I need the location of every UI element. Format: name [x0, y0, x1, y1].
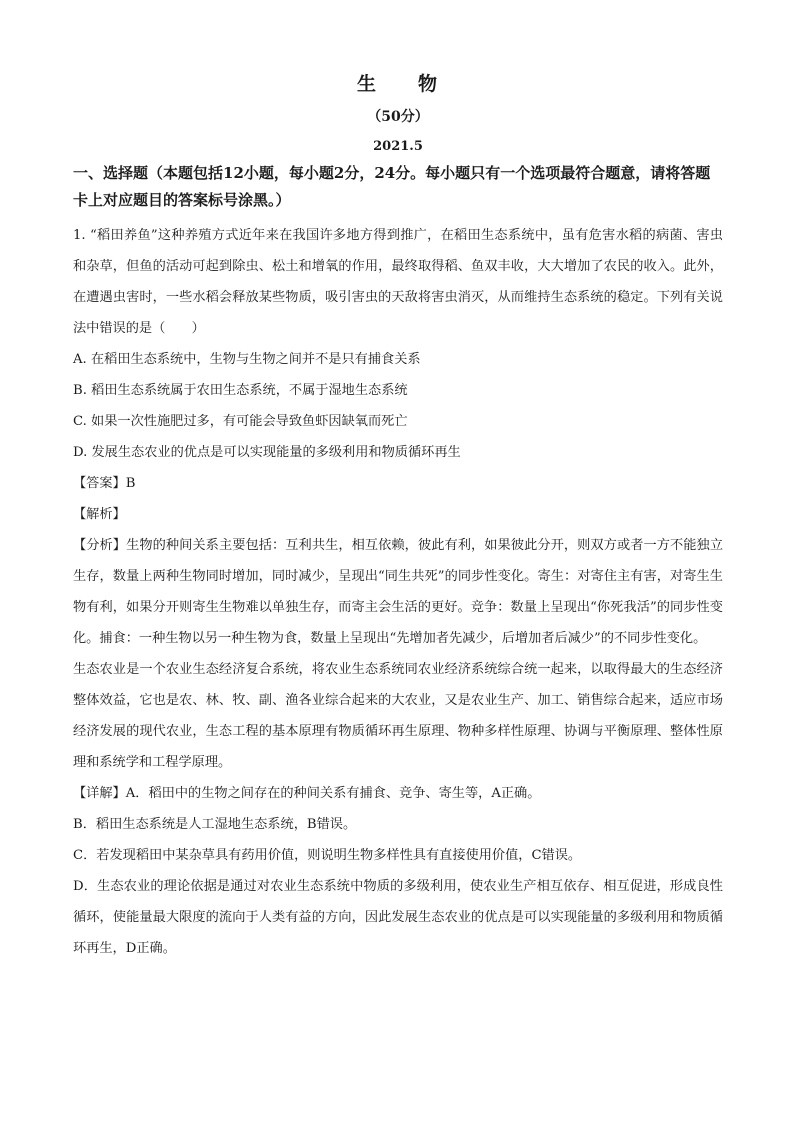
- page-title: [73, 68, 723, 100]
- analysis-paragraph-2: 生态农业是一个农业生态经济复合系统，将农业生态系统同农业经济系统综合统一起来，以取得最大的生态经济整体效益，它也是农、林、牧、副、渔各业综合起来的大农业，又是农业生产、加工、销售综合起来，适应市场经济发展的现代农业，生态工程的基本原理有物质循环再生原理、物种多样性原理、协调与平衡原理、整体性原理和系统学和工程学原理。: [73, 662, 723, 770]
- fenxi-label: 【分析】: [73, 538, 127, 553]
- option-d: D. 发展生态农业的优点是可以实现能量的多级利用和物质循环再生: [73, 445, 461, 460]
- exam-date: 2021.5: [373, 139, 423, 154]
- analysis-paragraph-1: [73, 530, 723, 654]
- detail-b: B．稻田生态系统是人工湿地生态系统，B错误。: [73, 817, 357, 832]
- fenxi-text: 生物的种间关系主要包括：互利共生，相互依赖，彼此有利，如果彼此分开，则双方或者一方不能独立生存，数量上两种生物同时增加，同时减少，呈现出“同生共死”的同步性变化。寄生：对寄住主有害，对寄生生物有利，如果分开则寄生生物难以单独生存，而寄主会生活的更好。竞争：数量上呈现出“你死我活”的同步性变化。捕食：一种生物以另一种生物为食，数量上呈现出“先增加者先减少，后增加者后减少”的不同步性变化。: [73, 538, 724, 646]
- option-b: B. 稻田生态系统属于农田生态系统，不属于湿地生态系统: [73, 383, 408, 398]
- option-a: A. 在稻田生态系统中，生物与生物之间并不是只有捕食关系: [73, 352, 421, 367]
- title-char-right: 物: [418, 73, 440, 95]
- section-heading: 一、选择题（本题包括12小题，每小题2分，24分。每小题只有一个选项最符合题意，请将答题卡上对应题目的答案标号涂黑。）: [73, 164, 711, 209]
- detail-c: C．若发现稻田中某杂草具有药用价值，则说明生物多样性具有直接使用价值，C错误。: [73, 848, 582, 863]
- document-page: [73, 68, 723, 964]
- answer-label: 【答案】: [73, 476, 126, 491]
- detail-a: A．稻田中的生物之间存在的种间关系有捕食、竞争、寄生等，A正确。: [125, 786, 541, 801]
- question-stem: 1. “稻田养鱼”这种养殖方式近年来在我国许多地方得到推广，在稻田生态系统中，虽有危害水稻的病菌、害虫和杂草，但鱼的活动可起到除虫、松土和增氧的作用，最终取得稻、鱼双丰收，大大增加了农民的收入。此外，在遭遇虫害时，一些水稻会释放某些物质，吸引害虫的天敌将害虫消灭，从而维持生态系统的稳定。下列有关说法中错误的是（ ）: [73, 228, 723, 336]
- option-c: C. 如果一次性施肥过多，有可能会导致鱼虾因缺氧而死亡: [73, 414, 408, 429]
- detail-d: D．生态农业的理论依据是通过对农业生态系统中物质的多级利用，使农业生产相互依存、相互促进，形成良性循环，使能量最大限度的流向于人类有益的方向，因此发展生态农业的优点是可以实现能量的多级利用和物质循环再生，D正确。: [73, 879, 723, 956]
- detail-label: 【详解】: [73, 786, 126, 801]
- score-label: （50分）: [367, 109, 429, 125]
- detail-a-line: [73, 778, 723, 809]
- answer-line: [73, 468, 723, 499]
- answer-value: B: [125, 476, 136, 491]
- analysis-label: 【解析】: [73, 507, 126, 522]
- title-char-left: 生: [356, 73, 378, 95]
